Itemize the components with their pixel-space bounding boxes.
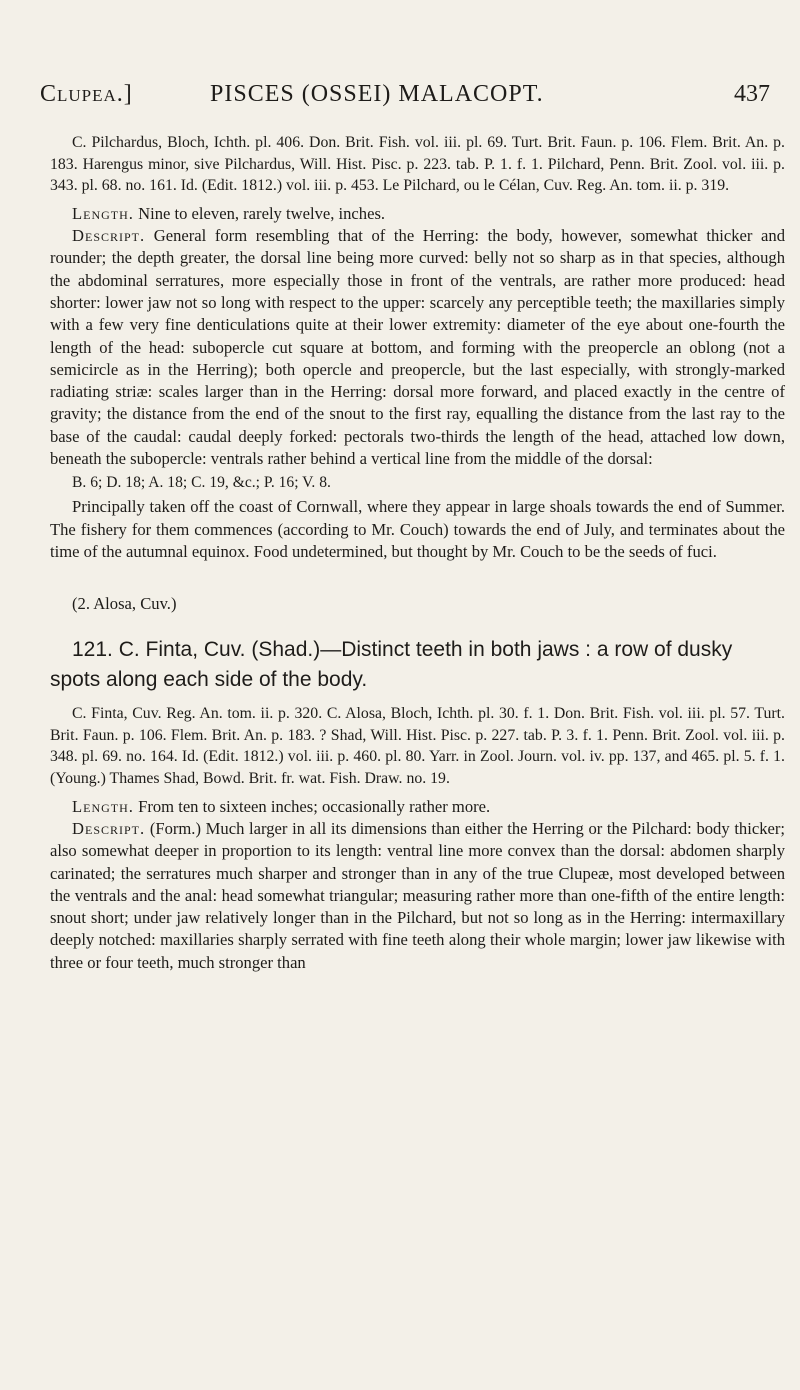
descript-label: Descript. (72, 818, 146, 838)
shad-description (50, 818, 785, 974)
pilchard-synonymy: C. Pilchardus, Bloch, Ichth. pl. 406. Don. Brit. Fish. vol. iii. pl. 69. Turt. Brit. Faun. p. 106. Flem. Brit. An. p. 183. Harengus minor, sive Pilchardus, Will. Hist. Pisc. p. 223. tab. P. 1. f. 1. Pilchard, Penn. Brit. Zool. vol. iii. p. 343. pl. 68. no. 161. Id. (Edit. 1812.) vol. iii. p. 453. Le Pilchard, ou le Célan, Cuv. Reg. An. tom. ii. p. 319. (50, 134, 785, 195)
header-title: PISCES (OSSEI) MALACOPT. (210, 81, 544, 107)
species-heading: 121. C. Finta, Cuv. (Shad.)—Distinct teeth in both jaws : a row of dusky spots along each side of the body. (50, 638, 733, 692)
running-header (40, 76, 770, 112)
fin-formula: B. 6; D. 18; A. 18; C. 19, &c.; P. 16; V. 8. (72, 474, 331, 492)
pilchard-habits: Principally taken off the coast of Cornwall, where they appear in large shoals towards the end of Summer. The fishery for them commences (according to Mr. Couch) towards the end of July, and terminates about the time of the autumnal equinox. Food undetermined, but thought by Mr. Couch to be the seeds of fuci. (50, 497, 785, 561)
length-label: Length. (72, 796, 134, 816)
length-text: From ten to sixteen inches; occasionally rather more. (133, 796, 491, 816)
descript-label: Descript. (72, 226, 146, 246)
header-genus: Clupea.] (40, 81, 133, 107)
shad-synonymy: C. Finta, Cuv. Reg. An. tom. ii. p. 320. C. Alosa, Bloch, Ichth. pl. 30. f. 1. Don. Brit. Fish. vol. iii. pl. 57. Turt. Brit. Faun. p. 106. Flem. Brit. An. p. 183. ? Shad, Will. Hist. Pisc. p. 227. tab. P. 3. f. 1. Penn. Brit. Zool. vol. iii. p. 348. pl. 69. no. 164. Id. (Edit. 1812.) vol. iii. p. 460. pl. 80. Yarr. in Zool. Journ. vol. iv. pp. 137, and 465. pl. 5. f. 1. (Young.) Thames Shad, Bowd. Brit. fr. wat. Fish. Draw. no. 19. (50, 705, 785, 788)
length-text: Nine to eleven, rarely twelve, inches. (133, 203, 386, 223)
length-label: Length. (72, 203, 134, 223)
descript-text: (Form.) Much larger in all its dimensions than either the Herring or the Pilchard: body thicker; also somewhat deeper in proportion to its length: ventral line more convex than the dorsal: abdomen sharply carinated; the serratures much sharper and stronger than in any of the true Clupeæ, most developed between the ventrals and the anal: head somewhat triangular; measuring rather more than one-fifth of the entire length: snout short; under jaw relatively longer than in the Pilchard, but not so long as in the Herring: intermaxillary deeply notched: maxillaries sharply serrated with fine teeth along their whole margin; lower jaw likewise with three or four teeth, much stronger than (50, 818, 785, 972)
section-heading: (2. Alosa, Cuv.) (72, 594, 177, 614)
pilchard-description (50, 225, 785, 470)
descript-text: General form resembling that of the Herring: the body, however, somewhat thicker and rounder; the depth greater, the dorsal line being more curved: belly not so sharp as in that species, although the abdominal serratures, more especially those in front of the ventrals, are rather more produced: head shorter: lower jaw not so long with respect to the upper: scarcely any perceptible teeth; the maxillaries simply with a few very fine denticulations quite at their lower extremity: diameter of the eye about one-fourth the length of the head: subopercle cut square at bottom, and forming with the preopercle an oblong (not a semicircle as in the Herring); both opercle and preopercle, but the last especially, with strongly-marked radiating striæ: scales larger than in the Herring: dorsal more forward, and placed exactly in the centre of gravity; the distance from the end of the snout to the first ray, equalling the distance from the last ray to the base of the caudal: caudal deeply forked: pectorals two-thirds the length of the head, attached low down, beneath the subopercle: ventrals rather behind a vertical line from the middle of the dorsal: (50, 226, 785, 469)
pilchard-length (50, 203, 785, 225)
page-number: 437 (734, 81, 770, 107)
page-body (50, 132, 785, 974)
shad-length (50, 796, 785, 818)
